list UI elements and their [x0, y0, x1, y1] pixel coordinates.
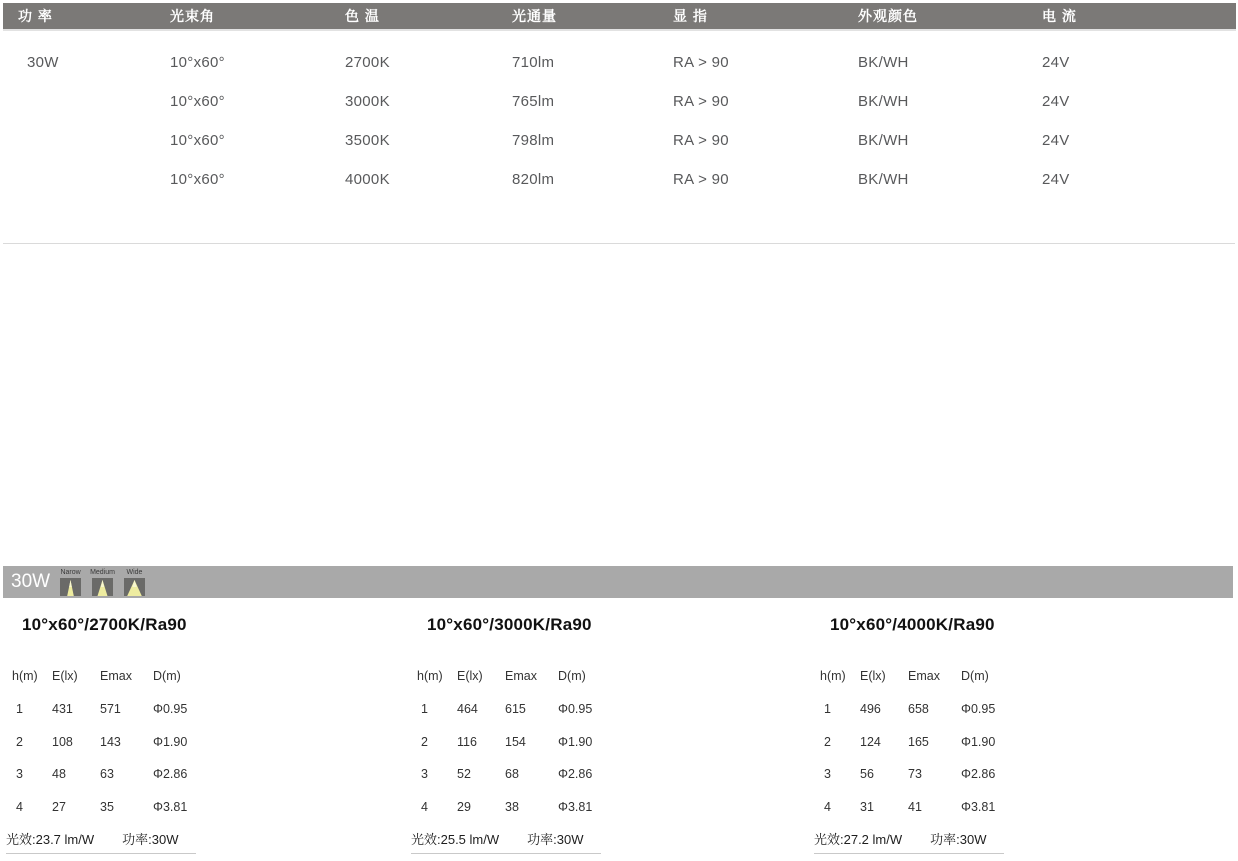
beam-icon-group — [60, 569, 145, 596]
col-header-cri: 显 指 — [673, 8, 708, 24]
power-value: 功率:30W — [122, 832, 179, 847]
cell-current: 24V — [1042, 54, 1070, 71]
efficacy-value: 光效:25.5 lm/W — [411, 832, 500, 847]
section-divider — [3, 243, 1235, 244]
cell-height: 4 — [421, 799, 428, 814]
power-beam-bar — [3, 566, 1233, 598]
cell-elx: 31 — [860, 799, 874, 814]
spec-row — [3, 160, 1236, 199]
efficacy-value: 光效:23.7 lm/W — [6, 832, 95, 847]
table-row — [818, 758, 1208, 791]
cell-emax: 68 — [505, 767, 519, 782]
cell-diameter: Φ2.86 — [961, 767, 996, 782]
cell-elx: 56 — [860, 767, 874, 782]
cell-diameter: Φ2.86 — [558, 767, 593, 782]
medium-beam-icon — [92, 578, 113, 596]
cell-beam-angle: 10°x60° — [170, 93, 225, 110]
cell-height: 1 — [16, 702, 23, 717]
photometric-table-2700k — [6, 614, 400, 854]
cell-lumen: 820lm — [512, 171, 555, 188]
bar-power-label: 30W — [11, 571, 51, 592]
medium-beam — [90, 569, 115, 596]
cell-diameter: Φ1.90 — [153, 734, 188, 749]
photometric-table-footer — [411, 829, 601, 854]
narrow-beam-label: Narow — [60, 568, 81, 576]
table-row — [818, 693, 1208, 726]
efficacy-value: 光效:27.2 lm/W — [814, 832, 903, 847]
photometric-table-body — [415, 693, 805, 823]
table-row — [10, 758, 400, 791]
table-row — [818, 726, 1208, 759]
spec-row — [3, 82, 1236, 121]
cell-diameter: Φ3.81 — [153, 799, 188, 814]
col-header-current: 电 流 — [1042, 8, 1077, 24]
col-header-beam-angle: 光束角 — [170, 8, 215, 24]
cell-beam-angle: 10°x60° — [170, 54, 225, 71]
cell-emax: 615 — [505, 702, 526, 717]
cell-elx: 52 — [457, 767, 471, 782]
cell-elx: 431 — [52, 702, 73, 717]
cell-current: 24V — [1042, 132, 1070, 149]
cell-emax: 571 — [100, 702, 121, 717]
cell-finish: BK/WH — [858, 54, 909, 71]
spec-row — [3, 43, 1236, 82]
table-row — [10, 693, 400, 726]
cell-height: 3 — [824, 767, 831, 782]
cell-emax: 38 — [505, 799, 519, 814]
spec-row — [3, 121, 1236, 160]
cell-emax: 63 — [100, 767, 114, 782]
cell-finish: BK/WH — [858, 132, 909, 149]
cell-height: 1 — [421, 702, 428, 717]
cell-diameter: Φ3.81 — [558, 799, 593, 814]
cell-beam-angle: 10°x60° — [170, 132, 225, 149]
medium-beam-label: Medium — [90, 568, 115, 576]
cell-beam-angle: 10°x60° — [170, 171, 225, 188]
col-header-lumen: 光通量 — [512, 8, 557, 24]
col-header-diameter: D(m) — [961, 669, 989, 683]
col-header-height: h(m) — [820, 669, 846, 683]
col-header-diameter: D(m) — [153, 669, 181, 683]
cell-elx: 124 — [860, 734, 881, 749]
cell-height: 3 — [16, 767, 23, 782]
col-header-finish: 外观颜色 — [858, 8, 918, 24]
spec-table-body — [3, 43, 1236, 199]
photometric-table-title: 10°x60°/4000K/Ra90 — [830, 615, 995, 634]
cell-elx: 116 — [457, 734, 477, 749]
table-row — [415, 791, 805, 824]
cell-cri: RA > 90 — [673, 171, 729, 188]
cell-finish: BK/WH — [858, 171, 909, 188]
photometric-table-footer — [814, 829, 1004, 854]
photometric-table-title: 10°x60°/3000K/Ra90 — [427, 615, 592, 634]
photometric-table-title: 10°x60°/2700K/Ra90 — [22, 615, 187, 634]
power-value: 功率:30W — [527, 832, 584, 847]
narrow-beam — [60, 569, 81, 596]
cell-emax: 73 — [908, 767, 922, 782]
power-value: 功率:30W — [930, 832, 987, 847]
narrow-beam-icon — [60, 578, 81, 596]
photometric-table-footer — [6, 829, 196, 854]
photometric-table-header — [818, 668, 1208, 684]
col-header-height: h(m) — [417, 669, 443, 683]
cell-height: 2 — [824, 734, 831, 749]
cell-lumen: 710lm — [512, 54, 555, 71]
cell-emax: 35 — [100, 799, 114, 814]
cell-height: 1 — [824, 702, 831, 717]
cell-diameter: Φ0.95 — [153, 702, 188, 717]
spec-table-header — [3, 3, 1236, 31]
cell-height: 4 — [824, 799, 831, 814]
cell-elx: 108 — [52, 734, 73, 749]
cell-emax: 154 — [505, 734, 526, 749]
wide-beam-label: Wide — [126, 568, 143, 576]
col-header-emax: Emax — [908, 669, 940, 683]
cell-finish: BK/WH — [858, 93, 909, 110]
cell-lumen: 765lm — [512, 93, 555, 110]
cell-current: 24V — [1042, 171, 1070, 188]
cell-elx: 464 — [457, 702, 478, 717]
cell-diameter: Φ1.90 — [961, 734, 996, 749]
cell-elx: 48 — [52, 767, 66, 782]
cell-emax: 165 — [908, 734, 929, 749]
cell-height: 3 — [421, 767, 428, 782]
photometric-table-body — [818, 693, 1208, 823]
cell-height: 2 — [16, 734, 23, 749]
photometric-table-body — [10, 693, 400, 823]
photometric-table-3000k — [411, 614, 805, 854]
cell-emax: 41 — [908, 799, 922, 814]
cell-diameter: Φ3.81 — [961, 799, 996, 814]
col-header-emax: Emax — [505, 669, 537, 683]
cell-diameter: Φ2.86 — [153, 767, 188, 782]
cell-cri: RA > 90 — [673, 93, 729, 110]
cell-current: 24V — [1042, 93, 1070, 110]
cell-cct: 3500K — [345, 132, 390, 149]
cell-height: 2 — [421, 734, 428, 749]
col-header-emax: Emax — [100, 669, 132, 683]
cell-power: 30W — [27, 54, 59, 71]
cell-cri: RA > 90 — [673, 132, 729, 149]
col-header-elx: E(lx) — [860, 669, 886, 683]
cell-elx: 27 — [52, 799, 66, 814]
col-header-elx: E(lx) — [52, 669, 78, 683]
cell-emax: 658 — [908, 702, 929, 717]
cell-cri: RA > 90 — [673, 54, 729, 71]
table-row — [818, 791, 1208, 824]
cell-height: 4 — [16, 799, 23, 814]
cell-diameter: Φ0.95 — [961, 702, 996, 717]
cell-lumen: 798lm — [512, 132, 555, 149]
wide-beam-icon — [124, 578, 145, 596]
table-row — [10, 791, 400, 824]
table-row — [415, 726, 805, 759]
cell-cct: 2700K — [345, 54, 390, 71]
table-row — [415, 758, 805, 791]
col-header-diameter: D(m) — [558, 669, 586, 683]
col-header-power: 功 率 — [18, 8, 53, 24]
table-row — [415, 693, 805, 726]
table-row — [10, 726, 400, 759]
cell-elx: 496 — [860, 702, 881, 717]
photometric-table-4000k — [814, 614, 1208, 854]
cell-cct: 4000K — [345, 171, 390, 188]
cell-diameter: Φ0.95 — [558, 702, 593, 717]
cell-diameter: Φ1.90 — [558, 734, 593, 749]
photometric-table-header — [415, 668, 805, 684]
col-header-elx: E(lx) — [457, 669, 483, 683]
col-header-height: h(m) — [12, 669, 38, 683]
cell-emax: 143 — [100, 734, 121, 749]
wide-beam — [124, 569, 145, 596]
cell-elx: 29 — [457, 799, 471, 814]
cell-cct: 3000K — [345, 93, 390, 110]
photometric-table-header — [10, 668, 400, 684]
col-header-cct: 色 温 — [345, 8, 380, 24]
